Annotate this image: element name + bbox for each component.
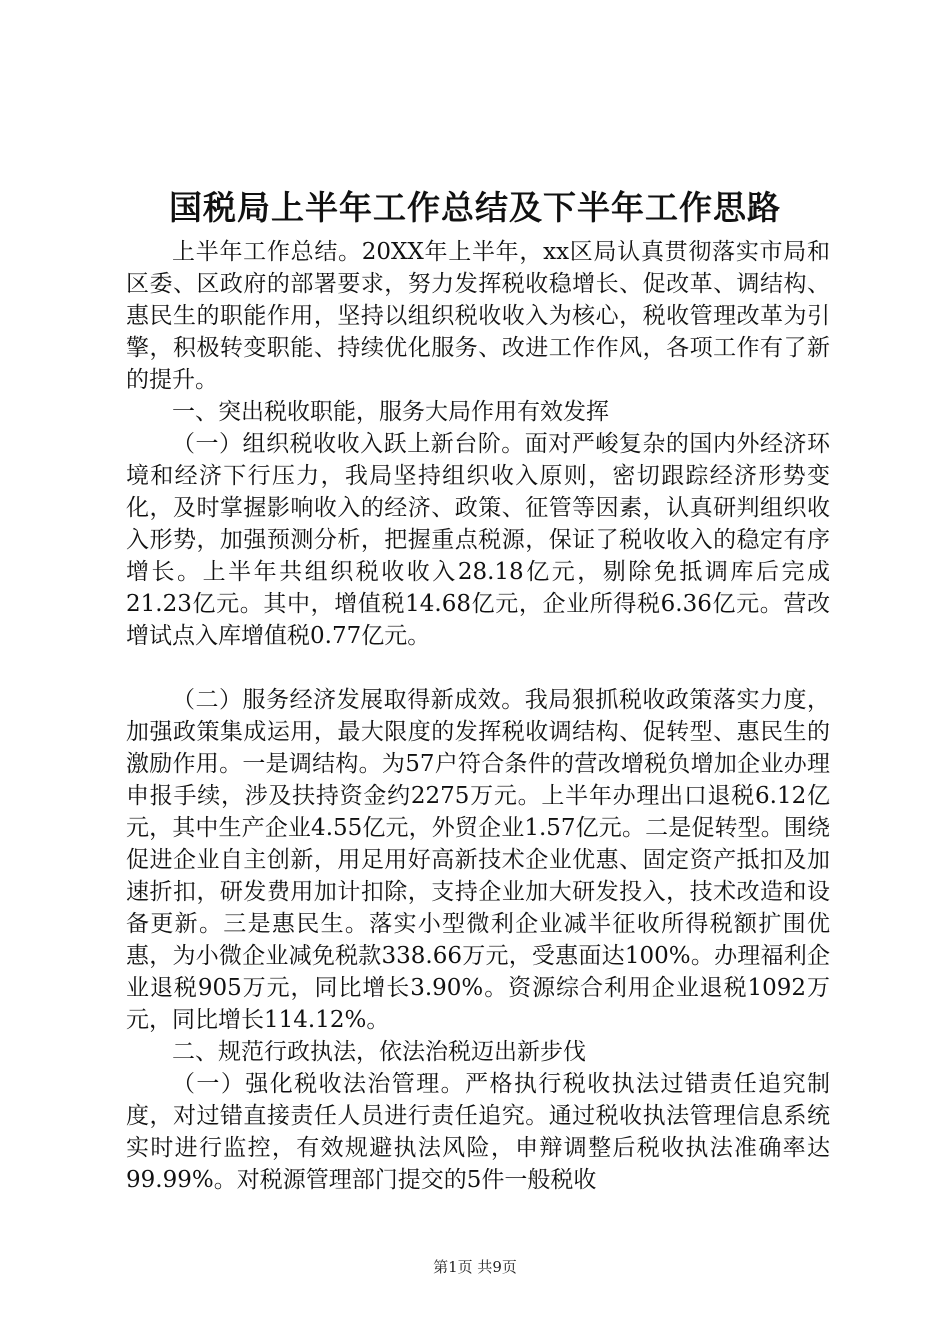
section-heading-2: 二、规范行政执法，依法治税迈出新步伐 xyxy=(172,1039,586,1065)
page-footer: 第1页 共9页 xyxy=(433,1258,517,1276)
paragraph-tax-revenue: （一）组织税收收入跃上新台阶。面对严峻复杂的国内外经济环境和经济下行压力，我局坚持组织收入原则，密切跟踪经济形势变化，及时掌握影响收入的经济、政策、征管等因素，认真研判组织收入形势，加强预测分析，把握重点税源，保证了税收收入的稳定有序增长。上半年共组织税收收入28.18亿元，剔除免抵调库后完成21.23亿元。其中，增值税14.68亿元，企业所得税6.36亿元。营改增试点入库增值税0.77亿元。 xyxy=(126,431,830,649)
paragraph-summary: 上半年工作总结。20XX年上半年，xx区局认真贯彻落实市局和区委、区政府的部署要求，努力发挥税收稳增长、促改革、调结构、惠民生的职能作用，坚持以组织税收收入为核心，税收管理改革为引擎，积极转变职能、持续优化服务、改进工作作风，各项工作有了新的提升。 xyxy=(126,239,830,393)
paragraph-legal-management: （一）强化税收法治管理。严格执行税收执法过错责任追究制度，对过错直接责任人员进行责任追究。通过税收执法管理信息系统实时进行监控，有效规避执法风险，申辩调整后税收执法准确率达99.99%。对税源管理部门提交的5件一般税收 xyxy=(126,1071,830,1193)
paragraph-economic-service: （二）服务经济发展取得新成效。我局狠抓税收政策落实力度，加强政策集成运用，最大限度的发挥税收调结构、促转型、惠民生的激励作用。一是调结构。为57户符合条件的营改增税负增加企业办理申报手续，涉及扶持资金约2275万元。上半年办理出口退税6.12亿元，其中生产企业4.55亿元，外贸企业1.57亿元。二是促转型。围绕促进企业自主创新，用足用好高新技术企业优惠、固定资产抵扣及加速折扣，研发费用加计扣除，支持企业加大研发投入，技术改造和设备更新。三是惠民生。落实小型微利企业减半征收所得税额扩围优惠，为小微企业减免税款338.66万元，受惠面达100%。办理福利企业退税905万元，同比增长3.90%。资源综合利用企业退税1092万元，同比增长114.12%。 xyxy=(126,687,830,1033)
section-heading-1: 一、突出税收职能，服务大局作用有效发挥 xyxy=(172,399,609,425)
document-title: 国税局上半年工作总结及下半年工作思路 xyxy=(169,188,781,227)
document-body xyxy=(126,236,830,1196)
paragraph-spacer xyxy=(126,652,830,684)
